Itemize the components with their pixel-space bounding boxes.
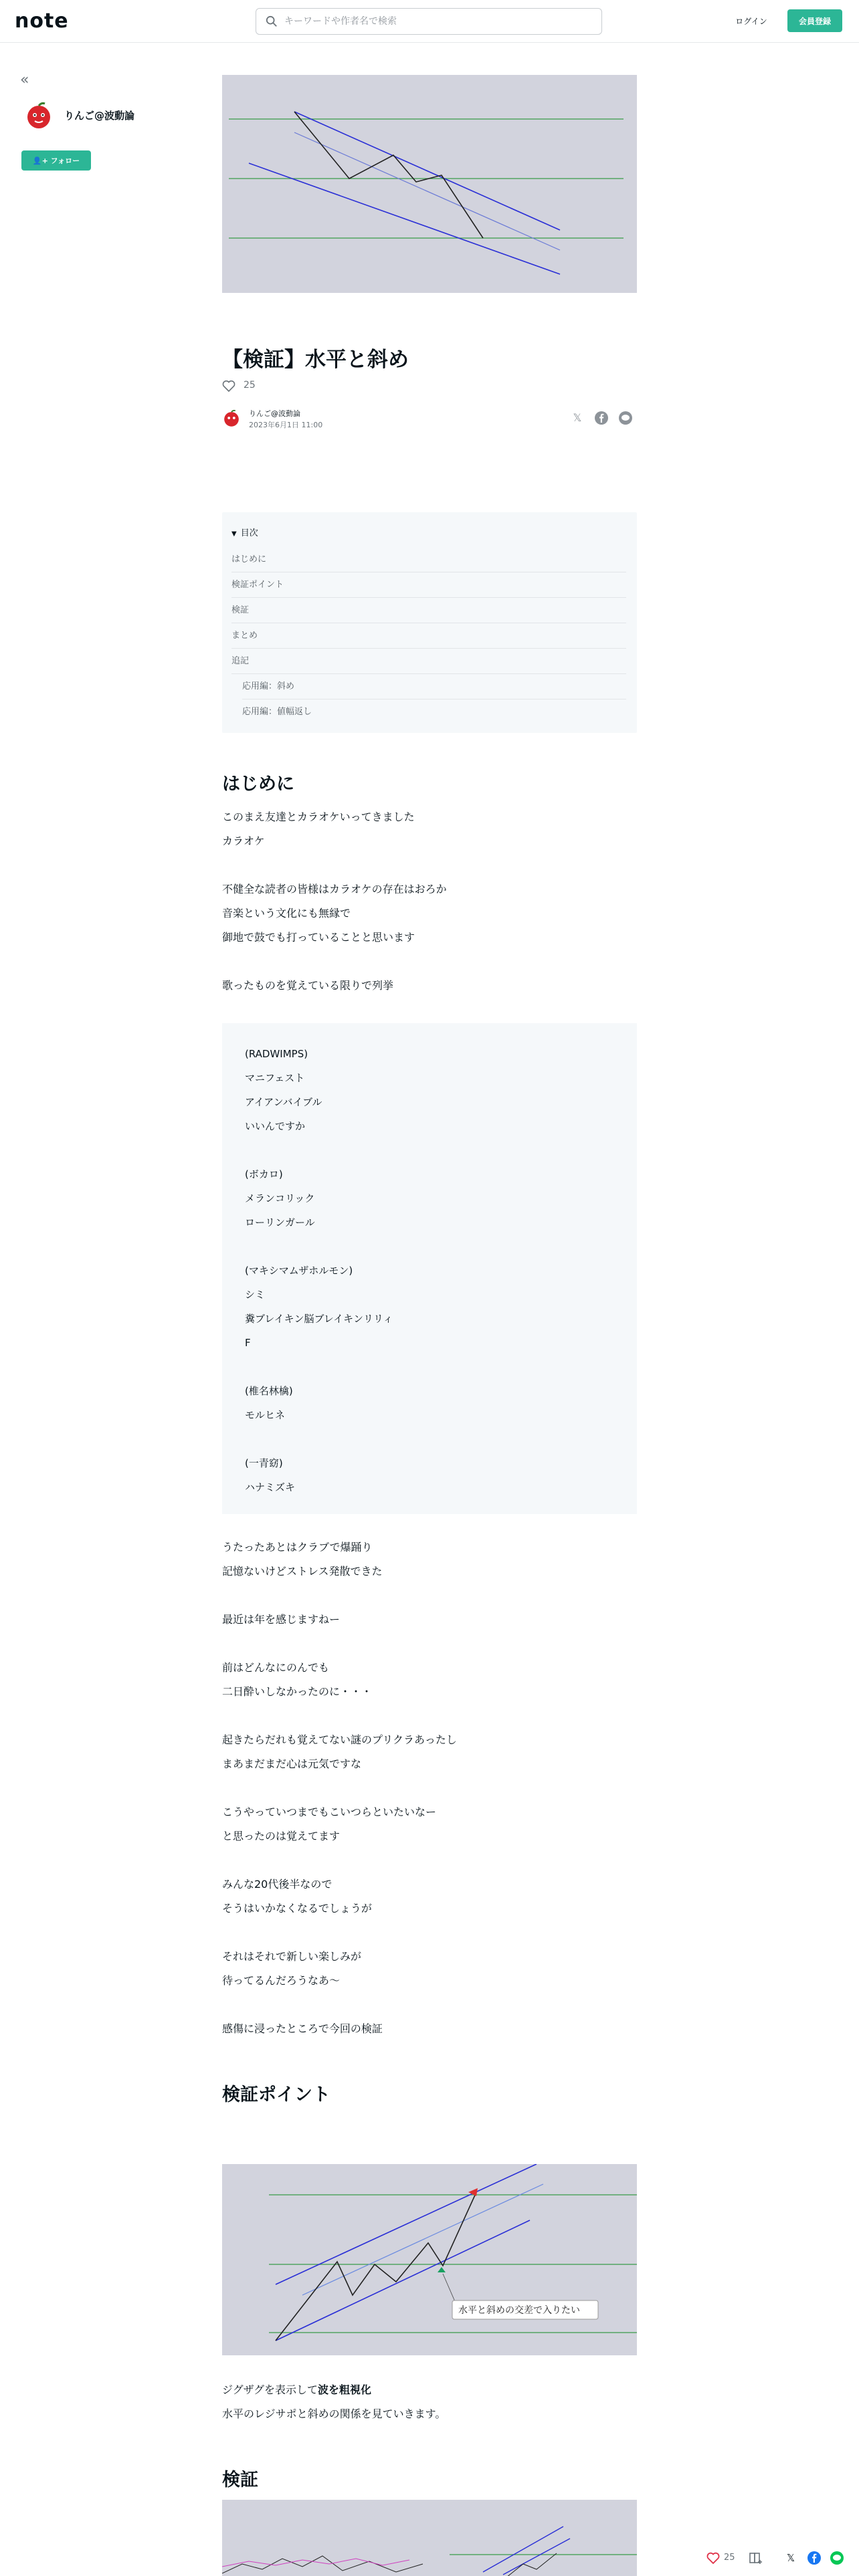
- search-input[interactable]: [284, 14, 592, 29]
- share-facebook-icon[interactable]: [594, 411, 609, 425]
- heart-icon[interactable]: [222, 380, 235, 392]
- toc-sub-item[interactable]: 応用編：斜め: [242, 674, 626, 700]
- follow-icon: 👤+: [32, 156, 51, 165]
- site-header: [0, 0, 859, 43]
- share-x-icon[interactable]: 𝕏: [786, 2552, 795, 2564]
- toc-item[interactable]: 検証ポイント: [231, 572, 626, 598]
- search-icon: [266, 15, 278, 27]
- hero-chart-image: [222, 75, 637, 293]
- toc-item[interactable]: 追記: [231, 649, 626, 674]
- section-heading-points: 検証ポイント: [222, 2084, 330, 2105]
- toc-item[interactable]: まとめ: [231, 623, 626, 649]
- intro-paragraph-1: このまえ友達とカラオケいってきました カラオケ: [222, 811, 415, 847]
- post-date: 2023年6月1日 11:00: [249, 421, 323, 429]
- toc-heading[interactable]: [231, 526, 258, 538]
- toc-heading-label: 目次: [240, 528, 258, 538]
- chart-callout-label: 水平と斜めの交差で入りたい: [458, 2305, 580, 2316]
- note-logo[interactable]: note: [15, 9, 69, 33]
- toc-item[interactable]: 検証: [231, 598, 626, 623]
- toc-item[interactable]: はじめに: [231, 547, 626, 572]
- points-paragraph: [222, 2378, 637, 2426]
- author-name[interactable]: りんご@波動論: [249, 409, 300, 418]
- intro-paragraph-3: 歌ったものを覚えている限りで列挙: [222, 979, 394, 992]
- login-button[interactable]: ログイン: [727, 9, 776, 32]
- like-count: 25: [244, 380, 256, 391]
- section-heading-intro: はじめに: [222, 774, 294, 794]
- toc-sub-item[interactable]: 応用編：値幅返し: [242, 707, 312, 717]
- verify-chart-image: [222, 2500, 637, 2576]
- points-chart-image: [222, 2164, 637, 2355]
- points-text-bold: 波を粗視化: [318, 2383, 372, 2396]
- caret-down-icon: ▼: [231, 530, 237, 538]
- creator-avatar[interactable]: [24, 100, 54, 130]
- floating-action-bar: [704, 2547, 859, 2571]
- article-title: 【検証】水平と斜め: [222, 348, 409, 372]
- author-avatar[interactable]: [222, 409, 241, 427]
- floating-like-count: 25: [724, 2553, 735, 2563]
- after-quote-paragraph: うたったあとはクラブで爆踊り 記憶ないけどストレス発散できた 最近は年を感じますねー 前はどんなにのんでも 二日酔いしなかったのに・・・ 起きたらだれも覚えてない謎のプリクラあったし まあまだまだ心は元気ですな こうやっていつまでもこいつらといたいなー と思ったのは覚えてます みんな20代後半なので そうはいかなくなるでしょうが それはそれで新しい楽しみが 待ってるんだろうなあ～ 感傷に浸ったところで今回の検証: [222, 1541, 457, 2035]
- follow-label: フォロー: [50, 156, 80, 165]
- magazine-add-icon[interactable]: [748, 2551, 763, 2565]
- section-heading-verify: 検証: [222, 2470, 258, 2490]
- points-text-2: 水平のレジサポと斜めの関係を見ていきます。: [222, 2407, 446, 2420]
- share-facebook-icon[interactable]: [807, 2551, 822, 2565]
- search-box[interactable]: [256, 8, 602, 35]
- share-line-icon[interactable]: [830, 2551, 844, 2565]
- intro-paragraph-2: 不健全な読者の皆様はカラオケの存在はおろか 音楽という文化にも無縁で 御地で鼓でも打っていることと思います: [222, 883, 447, 944]
- points-text: ジグザグを表示して: [222, 2383, 318, 2396]
- song-list-blockquote: [222, 1023, 637, 1514]
- collapse-sidebar-icon[interactable]: «: [20, 72, 29, 88]
- table-of-contents: [222, 512, 637, 733]
- creator-name[interactable]: りんご@波動論: [64, 110, 135, 122]
- share-line-icon[interactable]: [618, 411, 633, 425]
- song-list-text: (RADWIMPS) マニフェスト アイアンバイブル いいんですか (ボカロ) メランコリック ローリンガール (マキシマムザホルモン) シミ 糞ブレイキン脳ブレイキンリリィ F (椎名林檎) モルヒネ (一青窈) ハナミズキ: [245, 1048, 393, 1493]
- signup-button[interactable]: 会員登録: [787, 9, 842, 32]
- share-x-icon[interactable]: 𝕏: [573, 411, 582, 424]
- follow-button[interactable]: [21, 150, 91, 171]
- heart-icon[interactable]: [706, 2552, 720, 2564]
